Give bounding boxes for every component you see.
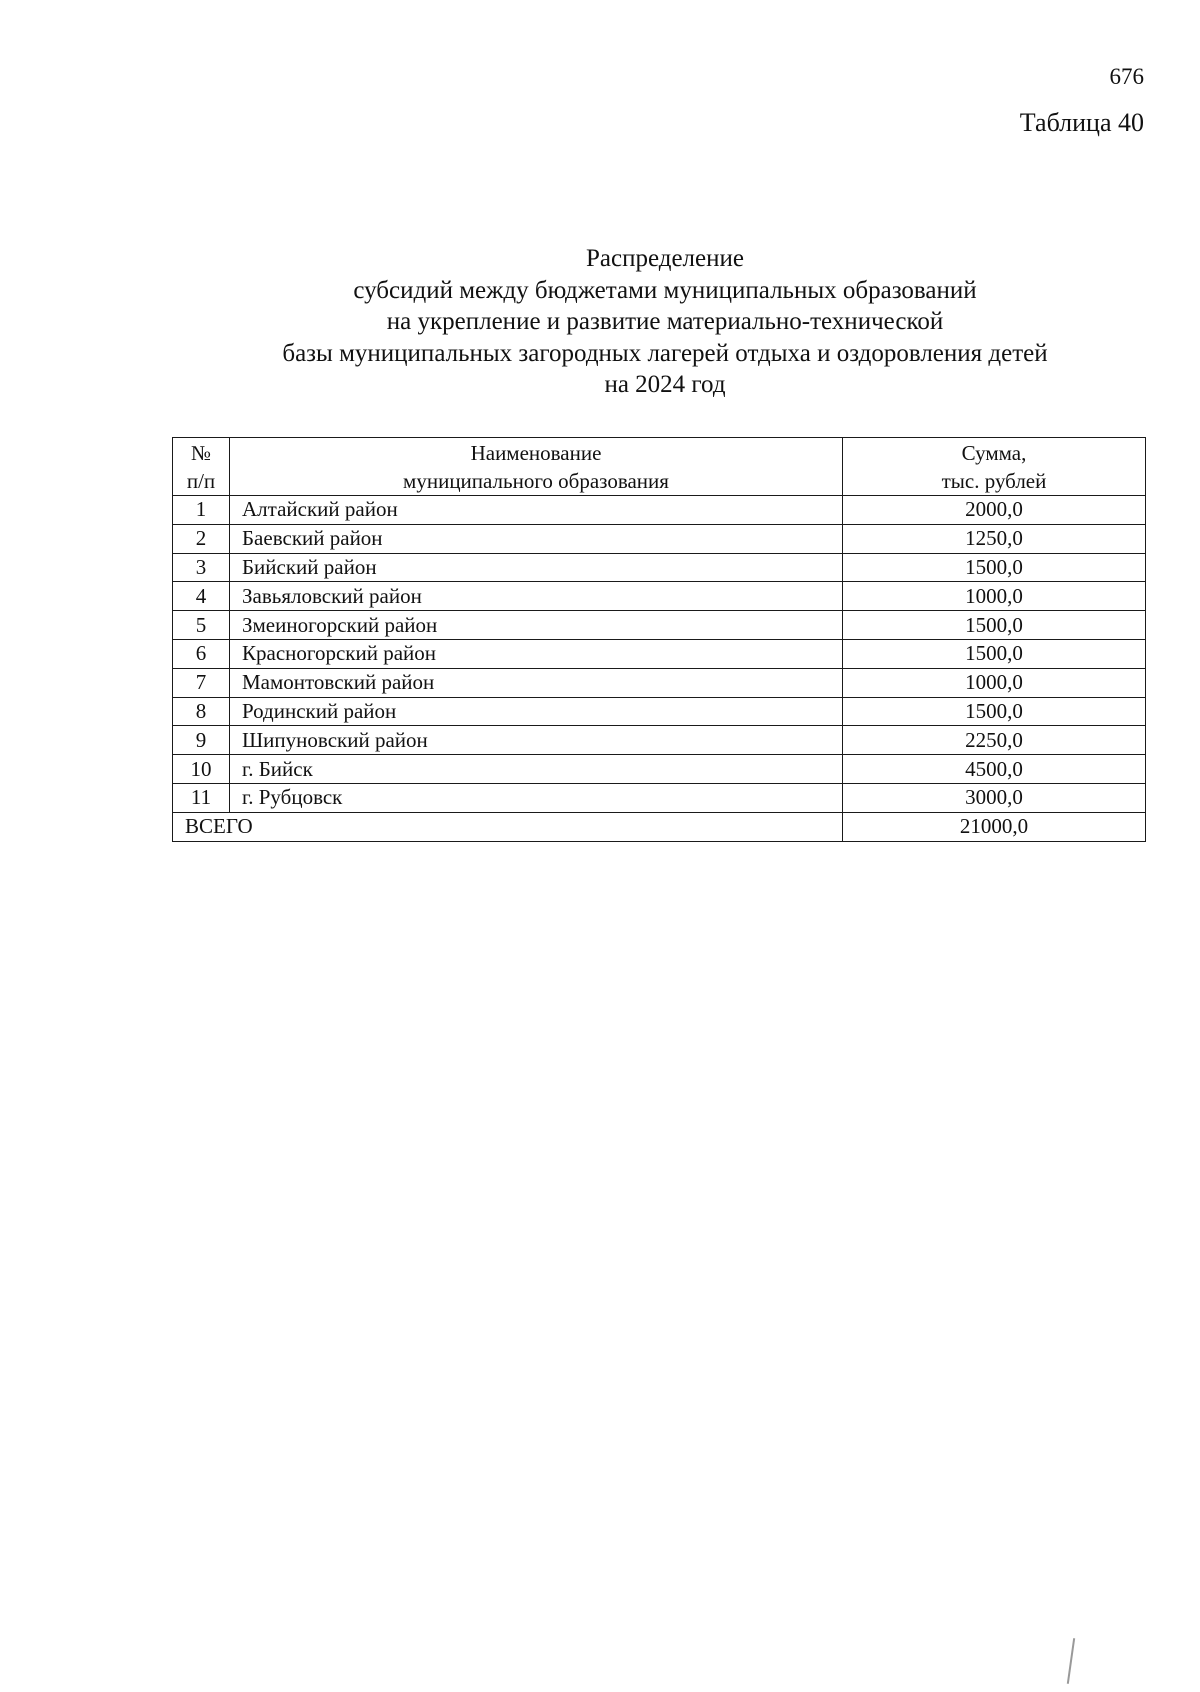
row-number-cell: 7 <box>173 668 230 697</box>
table-row <box>173 783 1146 812</box>
total-amount: 21000,0 <box>843 812 1146 841</box>
header-sum-line2: тыс. рублей <box>941 468 1047 493</box>
municipality-name-cell: Алтайский район <box>230 496 843 525</box>
row-number-cell: 6 <box>173 639 230 668</box>
municipality-name-cell: г. Бийск <box>230 755 843 784</box>
header-sum <box>843 438 1146 496</box>
table-row <box>173 524 1146 553</box>
page-number: 676 <box>1109 64 1144 89</box>
total-row <box>173 812 1146 841</box>
header-sum-line1: Сумма, <box>961 440 1027 465</box>
municipality-name-cell: Мамонтовский район <box>230 668 843 697</box>
row-number-cell: 9 <box>173 726 230 755</box>
header-name <box>230 438 843 496</box>
table-row <box>173 496 1146 525</box>
municipality-name-cell: Бийский район <box>230 553 843 582</box>
subsidy-table <box>172 437 1146 842</box>
amount-cell: 3000,0 <box>843 783 1146 812</box>
header-num-line2: п/п <box>186 468 216 493</box>
table-row <box>173 611 1146 640</box>
municipality-name-cell: Родинский район <box>230 697 843 726</box>
row-number-cell: 2 <box>173 524 230 553</box>
header-num-line1: № <box>190 440 212 465</box>
amount-cell: 1500,0 <box>843 697 1146 726</box>
header-name-line2: муниципального образования <box>403 468 669 493</box>
amount-cell: 4500,0 <box>843 755 1146 784</box>
table-row <box>173 755 1146 784</box>
amount-cell: 1250,0 <box>843 524 1146 553</box>
row-number-cell: 1 <box>173 496 230 525</box>
amount-cell: 1500,0 <box>843 611 1146 640</box>
row-number-cell: 10 <box>173 755 230 784</box>
heading-line: Распределение <box>586 245 744 272</box>
header-name-line1: Наименование <box>470 440 602 465</box>
table-header-row <box>173 438 1146 496</box>
municipality-name-cell: Змеиногорский район <box>230 611 843 640</box>
row-number-cell: 11 <box>173 783 230 812</box>
table-row <box>173 582 1146 611</box>
heading-line: базы муниципальных загородных лагерей отдыха и оздоровления детей <box>282 339 1048 367</box>
table-row <box>173 553 1146 582</box>
pen-mark <box>1067 1638 1075 1684</box>
municipality-name-cell: Баевский район <box>230 524 843 553</box>
row-number-cell: 8 <box>173 697 230 726</box>
amount-cell: 2250,0 <box>843 726 1146 755</box>
amount-cell: 1500,0 <box>843 639 1146 668</box>
row-number-cell: 3 <box>173 553 230 582</box>
heading-line: субсидий между бюджетами муниципальных образований <box>353 276 977 304</box>
table-row <box>173 726 1146 755</box>
heading-line: на 2024 год <box>604 371 726 398</box>
amount-cell: 2000,0 <box>843 496 1146 525</box>
municipality-name-cell: Завьяловский район <box>230 582 843 611</box>
table-label: Таблица 40 <box>1019 108 1144 137</box>
table-row <box>173 697 1146 726</box>
document-heading <box>180 243 1150 401</box>
row-number-cell: 5 <box>173 611 230 640</box>
header-num <box>173 438 230 496</box>
total-label: ВСЕГО <box>173 812 843 841</box>
municipality-name-cell: Красногорский район <box>230 639 843 668</box>
table-row <box>173 668 1146 697</box>
municipality-name-cell: Шипуновский район <box>230 726 843 755</box>
amount-cell: 1500,0 <box>843 553 1146 582</box>
heading-line: на укрепление и развитие материально-технической <box>386 308 944 335</box>
table-body <box>173 496 1146 842</box>
table-row <box>173 639 1146 668</box>
amount-cell: 1000,0 <box>843 582 1146 611</box>
amount-cell: 1000,0 <box>843 668 1146 697</box>
row-number-cell: 4 <box>173 582 230 611</box>
municipality-name-cell: г. Рубцовск <box>230 783 843 812</box>
